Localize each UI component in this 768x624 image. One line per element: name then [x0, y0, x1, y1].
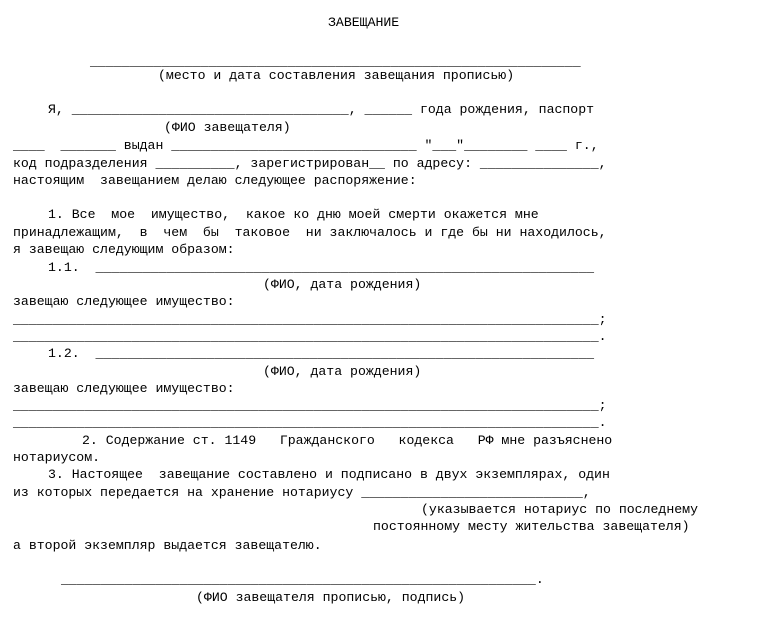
testator-caption: (ФИО завещателя)	[164, 120, 291, 135]
place-date-caption: (место и дата составления завещания прописью)	[158, 68, 515, 83]
testator-line: Я, ___________________________________, ______ года рождения, паспорт	[48, 102, 595, 117]
clause-1-line-3: я завещаю следующим образом:	[13, 242, 235, 257]
passport-line: ____ _______ выдан _______________________________ "___"________ ____ г.,	[13, 138, 599, 153]
clause-3-line-3: а второй экземпляр выдается завещателю.	[13, 538, 322, 553]
clause-1-line-1: 1. Все мое имущество, какое ко дню моей смерти окажется мне	[48, 207, 539, 222]
heir-2-property-blank-1: __________________________________________________________________________;	[13, 398, 607, 413]
heir-2-caption: (ФИО, дата рождения)	[263, 364, 422, 379]
clause-3-line-1: 3. Настоящее завещание составлено и подписано в двух экземплярах, один	[48, 467, 610, 482]
heir-1-property-blank-2: __________________________________________________________________________.	[13, 329, 607, 344]
heir-2-property-label: завещаю следующее имущество:	[13, 381, 235, 396]
clause-2-line-2: нотариусом.	[13, 450, 101, 465]
clause-2-line-1: 2. Содержание ст. 1149 Гражданского кодекса РФ мне разъяснено	[82, 433, 613, 448]
heir-1-property-blank-1: __________________________________________________________________________;	[13, 312, 607, 327]
signature-caption: (ФИО завещателя прописью, подпись)	[196, 590, 466, 605]
heir-2-property-blank-2: __________________________________________________________________________.	[13, 415, 607, 430]
signature-blank: ____________________________________________________________.	[61, 572, 544, 587]
heir-1-caption: (ФИО, дата рождения)	[263, 277, 422, 292]
heir-1-line: 1.1. _______________________________________________________________	[48, 260, 595, 275]
clause-1-line-2: принадлежащим, в чем бы таковое ни заключалось и где бы ни находилось,	[13, 225, 607, 240]
heir-2-line: 1.2. _______________________________________________________________	[48, 346, 595, 361]
document-title: ЗАВЕЩАНИЕ	[328, 15, 400, 30]
clause-3-line-2: из которых передается на хранение нотариусу ____________________________,	[13, 485, 591, 500]
intro-line: настоящим завещанием делаю следующее распоряжение:	[13, 173, 417, 188]
place-date-blank: ______________________________________________________________	[90, 54, 581, 69]
heir-1-property-label: завещаю следующее имущество:	[13, 294, 235, 309]
division-line: код подразделения __________, зарегистрирован__ по адресу: _______________,	[13, 156, 607, 171]
notary-caption-2: постоянному месту жительства завещателя)	[373, 519, 690, 534]
notary-caption-1: (указывается нотариус по последнему	[421, 502, 698, 517]
